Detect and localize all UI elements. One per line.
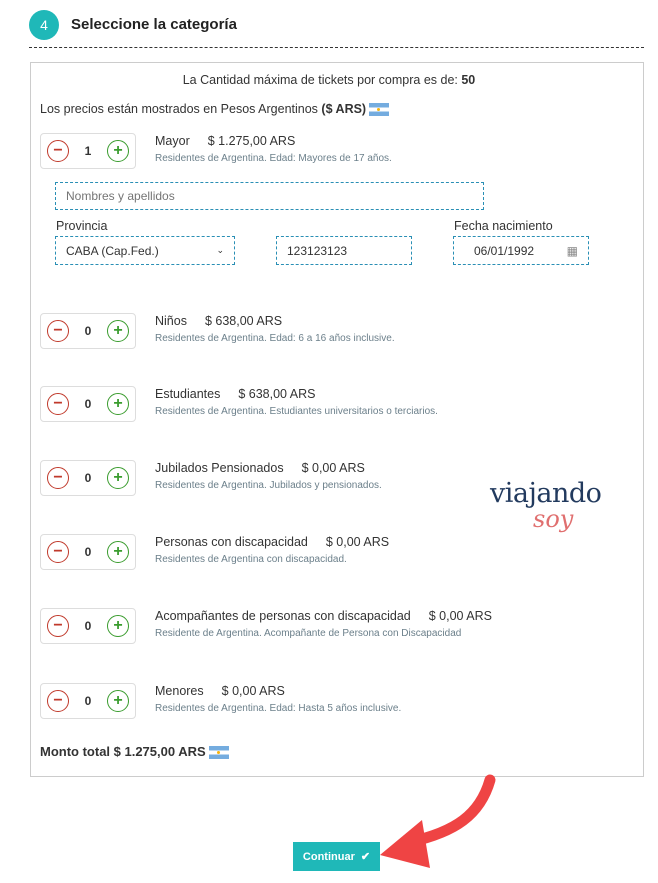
quantity-value: 0 (84, 545, 92, 559)
category-row (40, 313, 600, 353)
quantity-value: 1 (84, 144, 92, 158)
decrease-button[interactable]: − (47, 140, 69, 162)
max-tickets-text (0, 73, 658, 87)
provincia-select[interactable] (55, 236, 235, 265)
chevron-down-icon: ⌄ (216, 245, 224, 255)
currency-text: Los precios están mostrados en Pesos Argentinos (40, 102, 322, 116)
increase-button[interactable]: + (107, 140, 129, 162)
argentina-flag-icon (369, 103, 389, 116)
category-row (40, 386, 600, 426)
category-name: Estudiantes (155, 387, 221, 401)
increase-button[interactable]: + (107, 615, 129, 637)
category-price: $ 1.275,00 ARS (207, 134, 296, 148)
decrease-button[interactable]: − (47, 615, 69, 637)
quantity-value: 0 (84, 397, 92, 411)
quantity-stepper (40, 133, 136, 169)
category-description: Residentes de Argentina. Edad: 6 a 16 años inclusive. (155, 333, 395, 344)
provincia-label: Provincia (56, 219, 108, 233)
argentina-flag-icon (209, 746, 229, 759)
category-price: $ 0,00 ARS (221, 684, 285, 698)
quantity-stepper (40, 313, 136, 349)
step-number-badge: 4 (29, 10, 59, 40)
category-name: Personas con discapacidad (155, 535, 308, 549)
category-price: $ 0,00 ARS (428, 609, 492, 623)
watermark-logo: viajando (490, 478, 602, 509)
quantity-value: 0 (84, 694, 92, 708)
currency-code: ($ ARS) (321, 102, 367, 116)
category-row (40, 534, 600, 574)
decrease-button[interactable]: − (47, 393, 69, 415)
category-name-line (155, 314, 282, 328)
category-name: Menores (155, 684, 204, 698)
increase-button[interactable]: + (107, 393, 129, 415)
red-arrow-annotation (370, 770, 510, 870)
quantity-stepper (40, 386, 136, 422)
category-description: Residentes de Argentina. Jubilados y pensionados. (155, 480, 382, 491)
watermark-logo-soy: soy (533, 505, 574, 533)
birthdate-input[interactable] (453, 236, 589, 265)
category-price: $ 638,00 ARS (238, 387, 316, 401)
category-name-line (155, 461, 365, 475)
quantity-value: 0 (84, 619, 92, 633)
continue-button[interactable] (293, 842, 380, 871)
max-text: La Cantidad máxima de tickets por compra es de: (182, 73, 462, 87)
category-name: Niños (155, 314, 187, 328)
category-name-line (155, 684, 285, 698)
category-price: $ 0,00 ARS (301, 461, 365, 475)
increase-button[interactable]: + (107, 467, 129, 489)
category-name-line (155, 609, 492, 623)
total-text: Monto total $ 1.275,00 ARS (40, 744, 206, 759)
increase-button[interactable]: + (107, 320, 129, 342)
increase-button[interactable]: + (107, 541, 129, 563)
category-description: Residente de Argentina. Acompañante de Persona con Discapacidad (155, 628, 462, 639)
category-name-line (155, 535, 389, 549)
max-value: 50 (461, 73, 476, 87)
quantity-stepper (40, 460, 136, 496)
category-name: Mayor (155, 134, 190, 148)
full-name-input[interactable] (55, 182, 484, 210)
quantity-value: 0 (84, 324, 92, 338)
category-row (40, 608, 600, 648)
decrease-button[interactable]: − (47, 320, 69, 342)
section-title: Seleccione la categoría (71, 16, 237, 33)
decrease-button[interactable]: − (47, 467, 69, 489)
continue-label: Continuar (302, 850, 355, 863)
total-amount (40, 744, 229, 759)
category-name-line (155, 387, 315, 401)
category-description: Residentes de Argentina. Edad: Mayores de 17 años. (155, 153, 392, 164)
fecha-label: Fecha nacimiento (454, 219, 553, 233)
currency-note (40, 102, 389, 116)
quantity-stepper (40, 608, 136, 644)
category-row (40, 683, 600, 723)
category-description: Residentes de Argentina. Estudiantes universitarios o terciarios. (155, 406, 438, 417)
category-description: Residentes de Argentina. Edad: Hasta 5 años inclusive. (155, 703, 402, 714)
provincia-value: CABA (Cap.Fed.) (66, 243, 159, 258)
divider (29, 47, 644, 48)
category-row (40, 133, 600, 173)
quantity-value: 0 (84, 471, 92, 485)
category-name-line (155, 134, 295, 148)
decrease-button[interactable]: − (47, 541, 69, 563)
quantity-stepper (40, 534, 136, 570)
quantity-stepper (40, 683, 136, 719)
decrease-button[interactable]: − (47, 690, 69, 712)
category-description: Residentes de Argentina con discapacidad. (155, 554, 347, 565)
document-input[interactable]: 123123123 (276, 236, 412, 265)
calendar-icon[interactable]: ▦ (566, 243, 578, 258)
birthdate-value: 06/01/1992 (474, 243, 535, 258)
category-price: $ 0,00 ARS (325, 535, 390, 549)
category-name: Acompañantes de personas con discapacidad (155, 609, 411, 623)
checkmark-icon: ✔ (360, 851, 371, 863)
category-name: Jubilados Pensionados (155, 461, 284, 475)
increase-button[interactable]: + (107, 690, 129, 712)
category-price: $ 638,00 ARS (204, 314, 283, 328)
